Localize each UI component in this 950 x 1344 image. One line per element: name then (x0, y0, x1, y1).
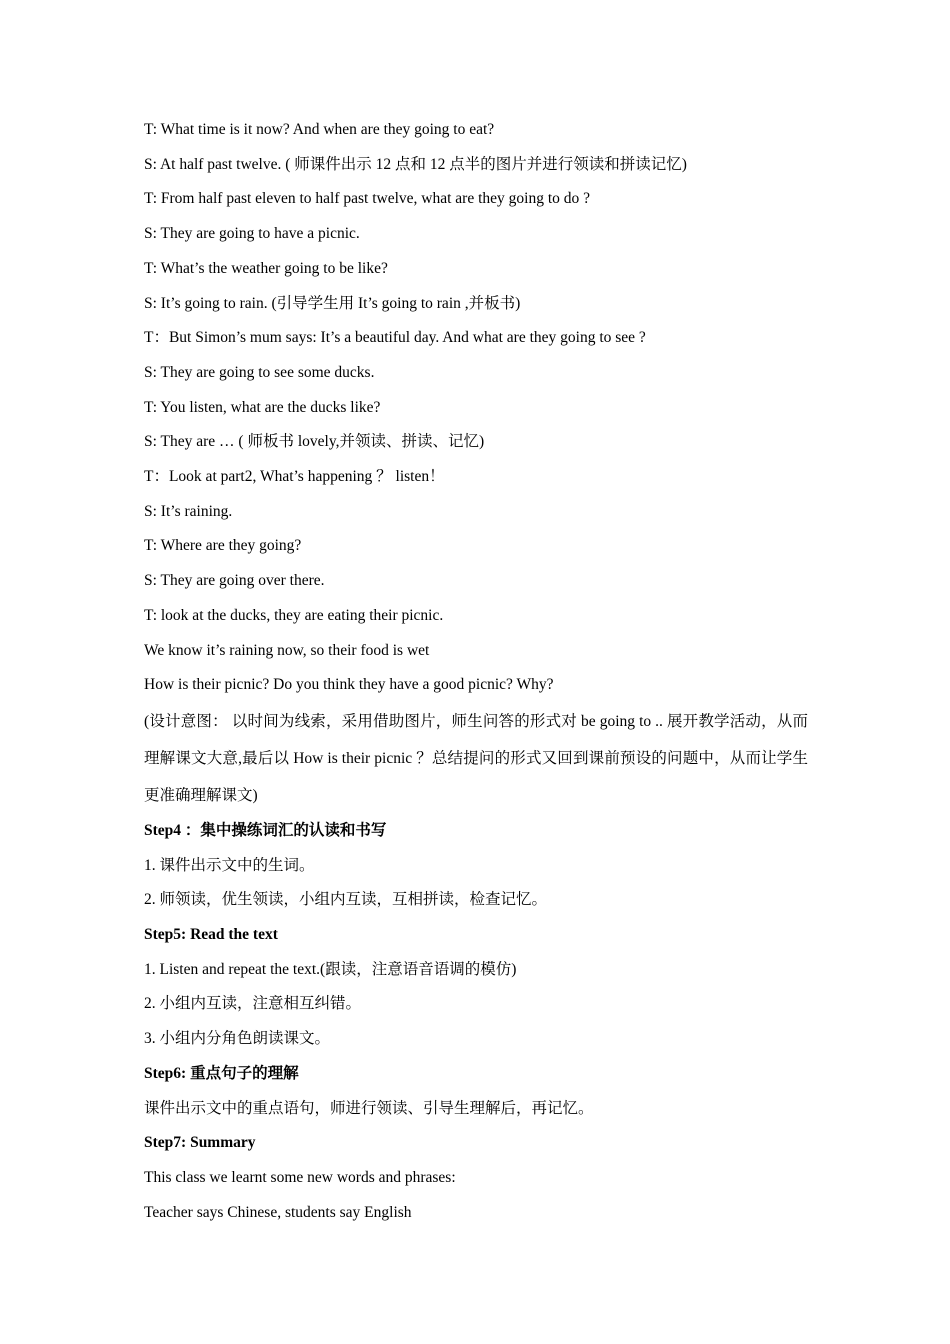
step7-line: This class we learnt some new words and phrases: (144, 1168, 456, 1186)
step6-text: 课件出示文中的重点语句，师进行领读、引导生理解后，再记忆。 (144, 1099, 594, 1117)
dialogue-line: We know it’s raining now, so their food is wet (144, 641, 430, 659)
dialogue-line: S: They are going to have a picnic. (144, 225, 360, 243)
step5-item: 2. 小组内互读，注意相互纠错。 (144, 995, 362, 1013)
dialogue-line: S: They are going to see some ducks. (144, 363, 375, 381)
dialogue-line: S: It’s going to rain. (引导学生用 It’s going to rain ,并板书) (144, 294, 521, 312)
step5-item: 3. 小组内分角色朗读课文。 (144, 1030, 331, 1048)
dialogue-line: S: They are … ( 师板书 lovely,并领读、拼读、记忆) (144, 433, 485, 451)
step7-line: Teacher says Chinese, students say English (144, 1203, 412, 1221)
design-intent-paragraph: (设计意图： 以时间为线索，采用借助图片，师生问答的形式对 be going to .. 展开教学活动，从而理解课文大意,最后以 How is their picnic ？总结提问的形式又回到课前预设的问题中，从而让学生更准确理解课文) (144, 712, 808, 804)
dialogue-line: T: You listen, what are the ducks like? (144, 398, 381, 416)
step5-heading: Step5: Read the text (144, 926, 278, 944)
dialogue-line: How is their picnic? Do you think they have a good picnic? Why? (144, 676, 554, 694)
step4-heading: Step4 ：集中操练词汇的认读和书写 (144, 821, 387, 839)
lesson-content (144, 113, 808, 1230)
dialogue-line: T：Look at part2, What’s happening ？ listen！ (144, 468, 445, 486)
dialogue-line: T: What’s the weather going to be like? (144, 259, 388, 277)
step5-item: 1. Listen and repeat the text.(跟读，注意语音语调的模仿) (144, 960, 517, 978)
step6-heading: Step6: 重点句子的理解 (144, 1064, 299, 1082)
dialogue-line: T: What time is it now? And when are they going to eat? (144, 121, 495, 138)
step4-item: 1. 课件出示文中的生词。 (144, 856, 315, 874)
dialogue-line: S: They are going over there. (144, 572, 325, 590)
dialogue-line: T: look at the ducks, they are eating their picnic. (144, 606, 444, 624)
step7-heading: Step7: Summary (144, 1134, 256, 1152)
dialogue-line: T：But Simon’s mum says: It’s a beautiful day. And what are they going to see ? (144, 329, 646, 347)
dialogue-line: S: At half past twelve. ( 师课件出示 12 点和 12 点半的图片并进行领读和拼读记忆) (144, 155, 687, 173)
dialogue-line: S: It’s raining. (144, 502, 233, 520)
dialogue-line: T: From half past eleven to half past twelve, what are they going to do ? (144, 190, 591, 208)
dialogue-line: T: Where are they going? (144, 537, 302, 555)
step4-item: 2. 师领读，优生领读，小组内互读，互相拼读，检查记忆。 (144, 891, 548, 909)
